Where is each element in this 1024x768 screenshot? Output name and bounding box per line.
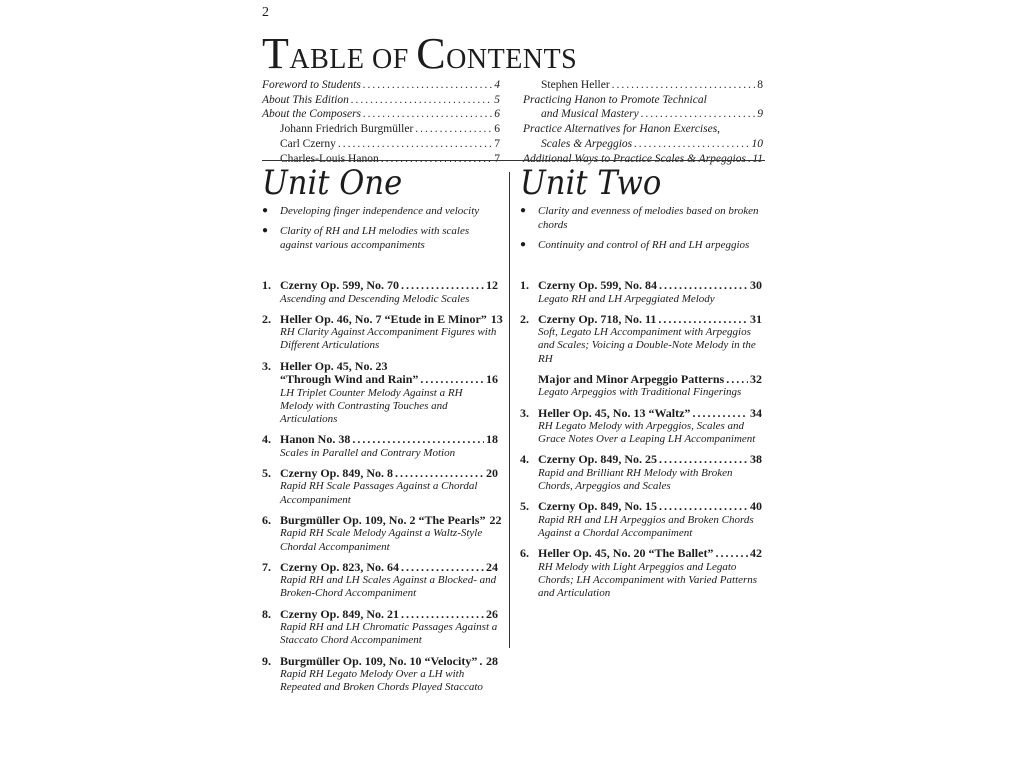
column-divider — [509, 172, 510, 648]
toc-row: Johann Friedrich Burgmüller ..... 6 — [262, 122, 500, 137]
list-item: 5. Czerny Op. 849, No. 15 ..... 40 Rapid RH and LH Arpeggios and Broken Chords Against a Chordal Accompaniment — [520, 500, 762, 540]
bullet-item: ● Continuity and control of RH and LH arpeggios — [520, 239, 750, 251]
toc-row: About This Edition ..... 5 — [262, 93, 500, 108]
toc-row: Additional Ways to Practice Scales & Arpeggios ..... 11 — [523, 152, 763, 167]
horizontal-divider — [262, 160, 765, 161]
toc-row: Scales & Arpeggios ..... 10 — [523, 137, 763, 152]
bullet-icon: ● — [262, 205, 269, 216]
toc-row: Practicing Hanon to Promote Technical — [523, 93, 707, 106]
toc-row: and Musical Mastery ..... 9 — [523, 107, 763, 122]
list-item: 5. Czerny Op. 849, No. 8 ..... 20 Rapid RH Scale Passages Against a Chordal Accompaniment — [262, 467, 498, 507]
list-item: 6. Heller Op. 45, No. 20 “The Ballet” ..... 42 RH Melody with Light Arpeggios and Legato Chords; LH Accompaniment with Varied Patterns and Articulation — [520, 547, 762, 600]
toc-row: About the Composers ..... 6 — [262, 107, 500, 122]
list-item: 3. Heller Op. 45, No. 23 “Through Wind and Rain” ..... 16 LH Triplet Counter Melody Against a RH Melody with Contrasting Touches and Articulations — [262, 360, 498, 427]
page-number: 2 — [262, 5, 269, 20]
unit-two-goals — [520, 204, 760, 258]
list-item: 8. Czerny Op. 849, No. 21 ..... 26 Rapid RH and LH Chromatic Passages Against a Staccato Chord Accompaniment — [262, 608, 498, 648]
list-item: 9. Burgmüller Op. 109, No. 10 “Velocity” ..... 28 Rapid RH Legato Melody Over a LH with Repeated and Broken Chords Played Staccato — [262, 655, 498, 695]
unit-two-list — [520, 279, 762, 607]
page-title: TABLE OF CONTENTS — [262, 29, 578, 78]
bullet-icon: ● — [262, 225, 269, 236]
list-item: Major and Minor Arpeggio Patterns ..... 32 Legato Arpeggios with Traditional Fingerings — [520, 373, 762, 400]
bullet-item: ● Clarity of RH and LH melodies with scales against various accompaniments — [262, 225, 470, 251]
front-matter-right — [523, 78, 763, 166]
list-item: 4. Hanon No. 38 ..... 18 Scales in Parallel and Contrary Motion — [262, 433, 498, 460]
list-item: 6. Burgmüller Op. 109, No. 2 “The Pearls” 22 Rapid RH Scale Melody Against a Waltz-Style Chordal Accompaniment — [262, 512, 502, 553]
toc-row: Carl Czerny ..... 7 — [262, 137, 500, 152]
toc-row: Stephen Heller ..... 8 — [523, 78, 763, 93]
front-matter-left — [262, 78, 500, 166]
list-item: 4. Czerny Op. 849, No. 25 ..... 38 Rapid and Brilliant RH Melody with Broken Chords, Arpeggios and Scales — [520, 453, 762, 493]
list-item: 1. Czerny Op. 599, No. 70 ..... 12 Ascending and Descending Melodic Scales — [262, 279, 498, 306]
list-item: 3. Heller Op. 45, No. 13 “Waltz” ..... 34 RH Legato Melody with Arpeggios, Scales and Grace Notes Over a Leaping LH Accompaniment — [520, 407, 762, 447]
unit-one-list — [262, 278, 503, 701]
list-item: 2. Heller Op. 46, No. 7 “Etude in E Minor” 13 RH Clarity Against Accompaniment Figures with Different Articulations — [262, 311, 503, 352]
bullet-icon: ● — [520, 239, 527, 250]
list-item: 7. Czerny Op. 823, No. 64 ..... 24 Rapid RH and LH Scales Against a Blocked- and Broken-Chord Accompaniment — [262, 561, 498, 601]
list-item: 2. Czerny Op. 718, No. 11 ..... 31 Soft, Legato LH Accompaniment with Arpeggios and Scales; Voicing a Double-Note Melody in the RH — [520, 313, 762, 366]
unit-one-heading: Unit One — [262, 163, 403, 203]
toc-row: Practice Alternatives for Hanon Exercises, — [523, 123, 721, 136]
bullet-item: ● Developing finger independence and velocity — [262, 205, 480, 217]
toc-row: Foreword to Students ..... 4 — [262, 78, 500, 93]
toc-row: Charles-Louis Hanon ..... 7 — [262, 152, 500, 167]
bullet-icon: ● — [520, 205, 527, 216]
unit-two-heading: Unit Two — [520, 163, 662, 203]
bullet-item: ● Clarity and evenness of melodies based on broken chords — [520, 205, 759, 231]
unit-one-goals — [262, 204, 487, 258]
list-item: 1. Czerny Op. 599, No. 84 ..... 30 Legato RH and LH Arpeggiated Melody — [520, 279, 762, 306]
